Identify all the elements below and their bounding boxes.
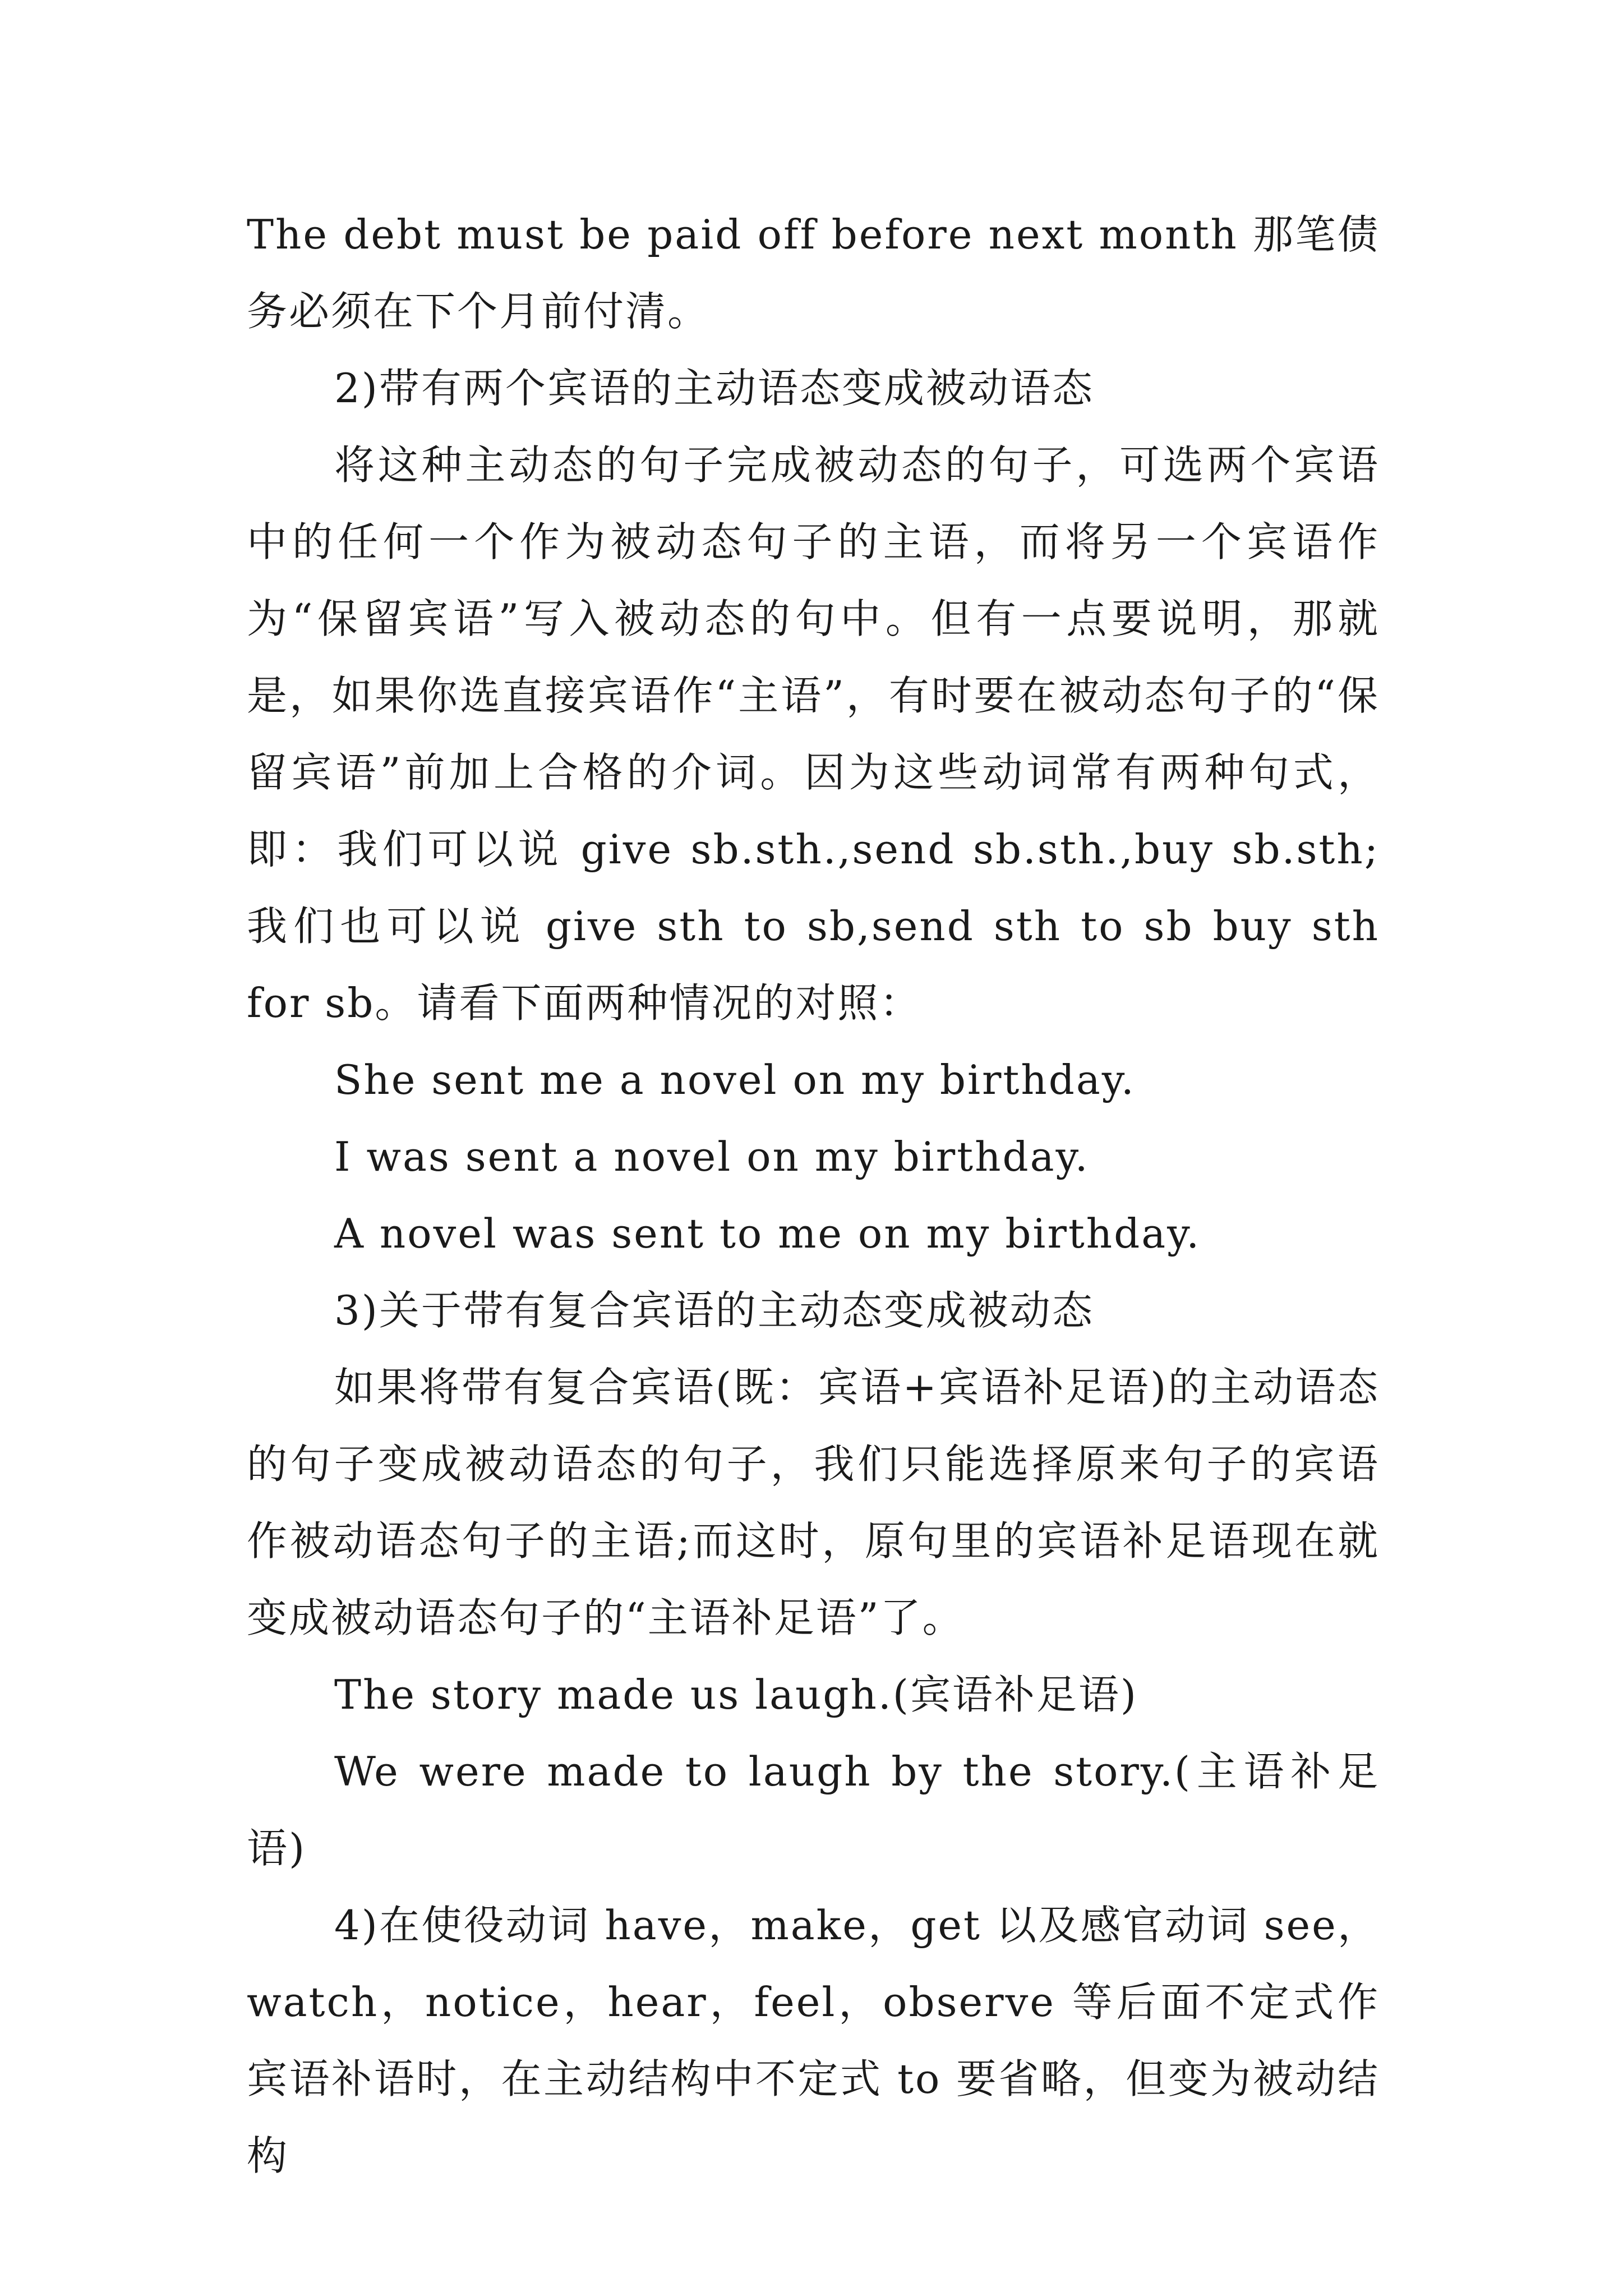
example-sentence-2: I was sent a novel on my birthday. bbox=[334, 1133, 1090, 1180]
paragraph-two-objects-explanation: 将这种主动态的句子完成被动态的句子，可选两个宾语中的任何一个作为被动态句子的主语，而将另一个宾语作为“保留宾语”写入被动态的句中。但有一点要说明，那就是，如果你选直接宾语作“主语”，有时要在被动态句子的“保留宾语”前加上合格的介词。因为这些动词常有两种句式，即：我们可以说 give sb.sth.,send sb.sth.,buy sb.sth;我们也可以说 give sth to sb,send sth to sb buy sth for sb。请看下面两种情况的对照： bbox=[247, 441, 1380, 1027]
document-body bbox=[247, 196, 1380, 2194]
paragraph-causative-verbs: 4)在使役动词 have，make，get 以及感官动词 see，watch，notice，hear，feel，observe 等后面不定式作宾语补语时，在主动结构中不定式 to 要省略，但变为被动结构 bbox=[247, 1902, 1380, 2179]
paragraph-debt-example: The debt must be paid off before next month 那笔债务必须在下个月前付清。 bbox=[247, 211, 1380, 335]
example-sentence-5: We were made to laugh by the story.(主语补足语) bbox=[247, 1748, 1380, 1872]
example-sentence-4: The story made us laugh.(宾语补足语) bbox=[334, 1671, 1138, 1718]
example-sentence-1: She sent me a novel on my birthday. bbox=[334, 1056, 1136, 1103]
example-sentence-3: A novel was sent to me on my birthday. bbox=[334, 1210, 1201, 1257]
paragraph-complex-object-explanation: 如果将带有复合宾语(既：宾语+宾语补足语)的主动语态的句子变成被动语态的句子，我们只能选择原来句子的宾语作被动语态句子的主语;而这时，原句里的宾语补足语现在就变成被动语态句子的“主语补足语”了。 bbox=[247, 1364, 1380, 1641]
heading-two-objects: 2)带有两个宾语的主动语态变成被动语态 bbox=[334, 365, 1094, 412]
heading-complex-object: 3)关于带有复合宾语的主动态变成被动态 bbox=[334, 1287, 1094, 1334]
